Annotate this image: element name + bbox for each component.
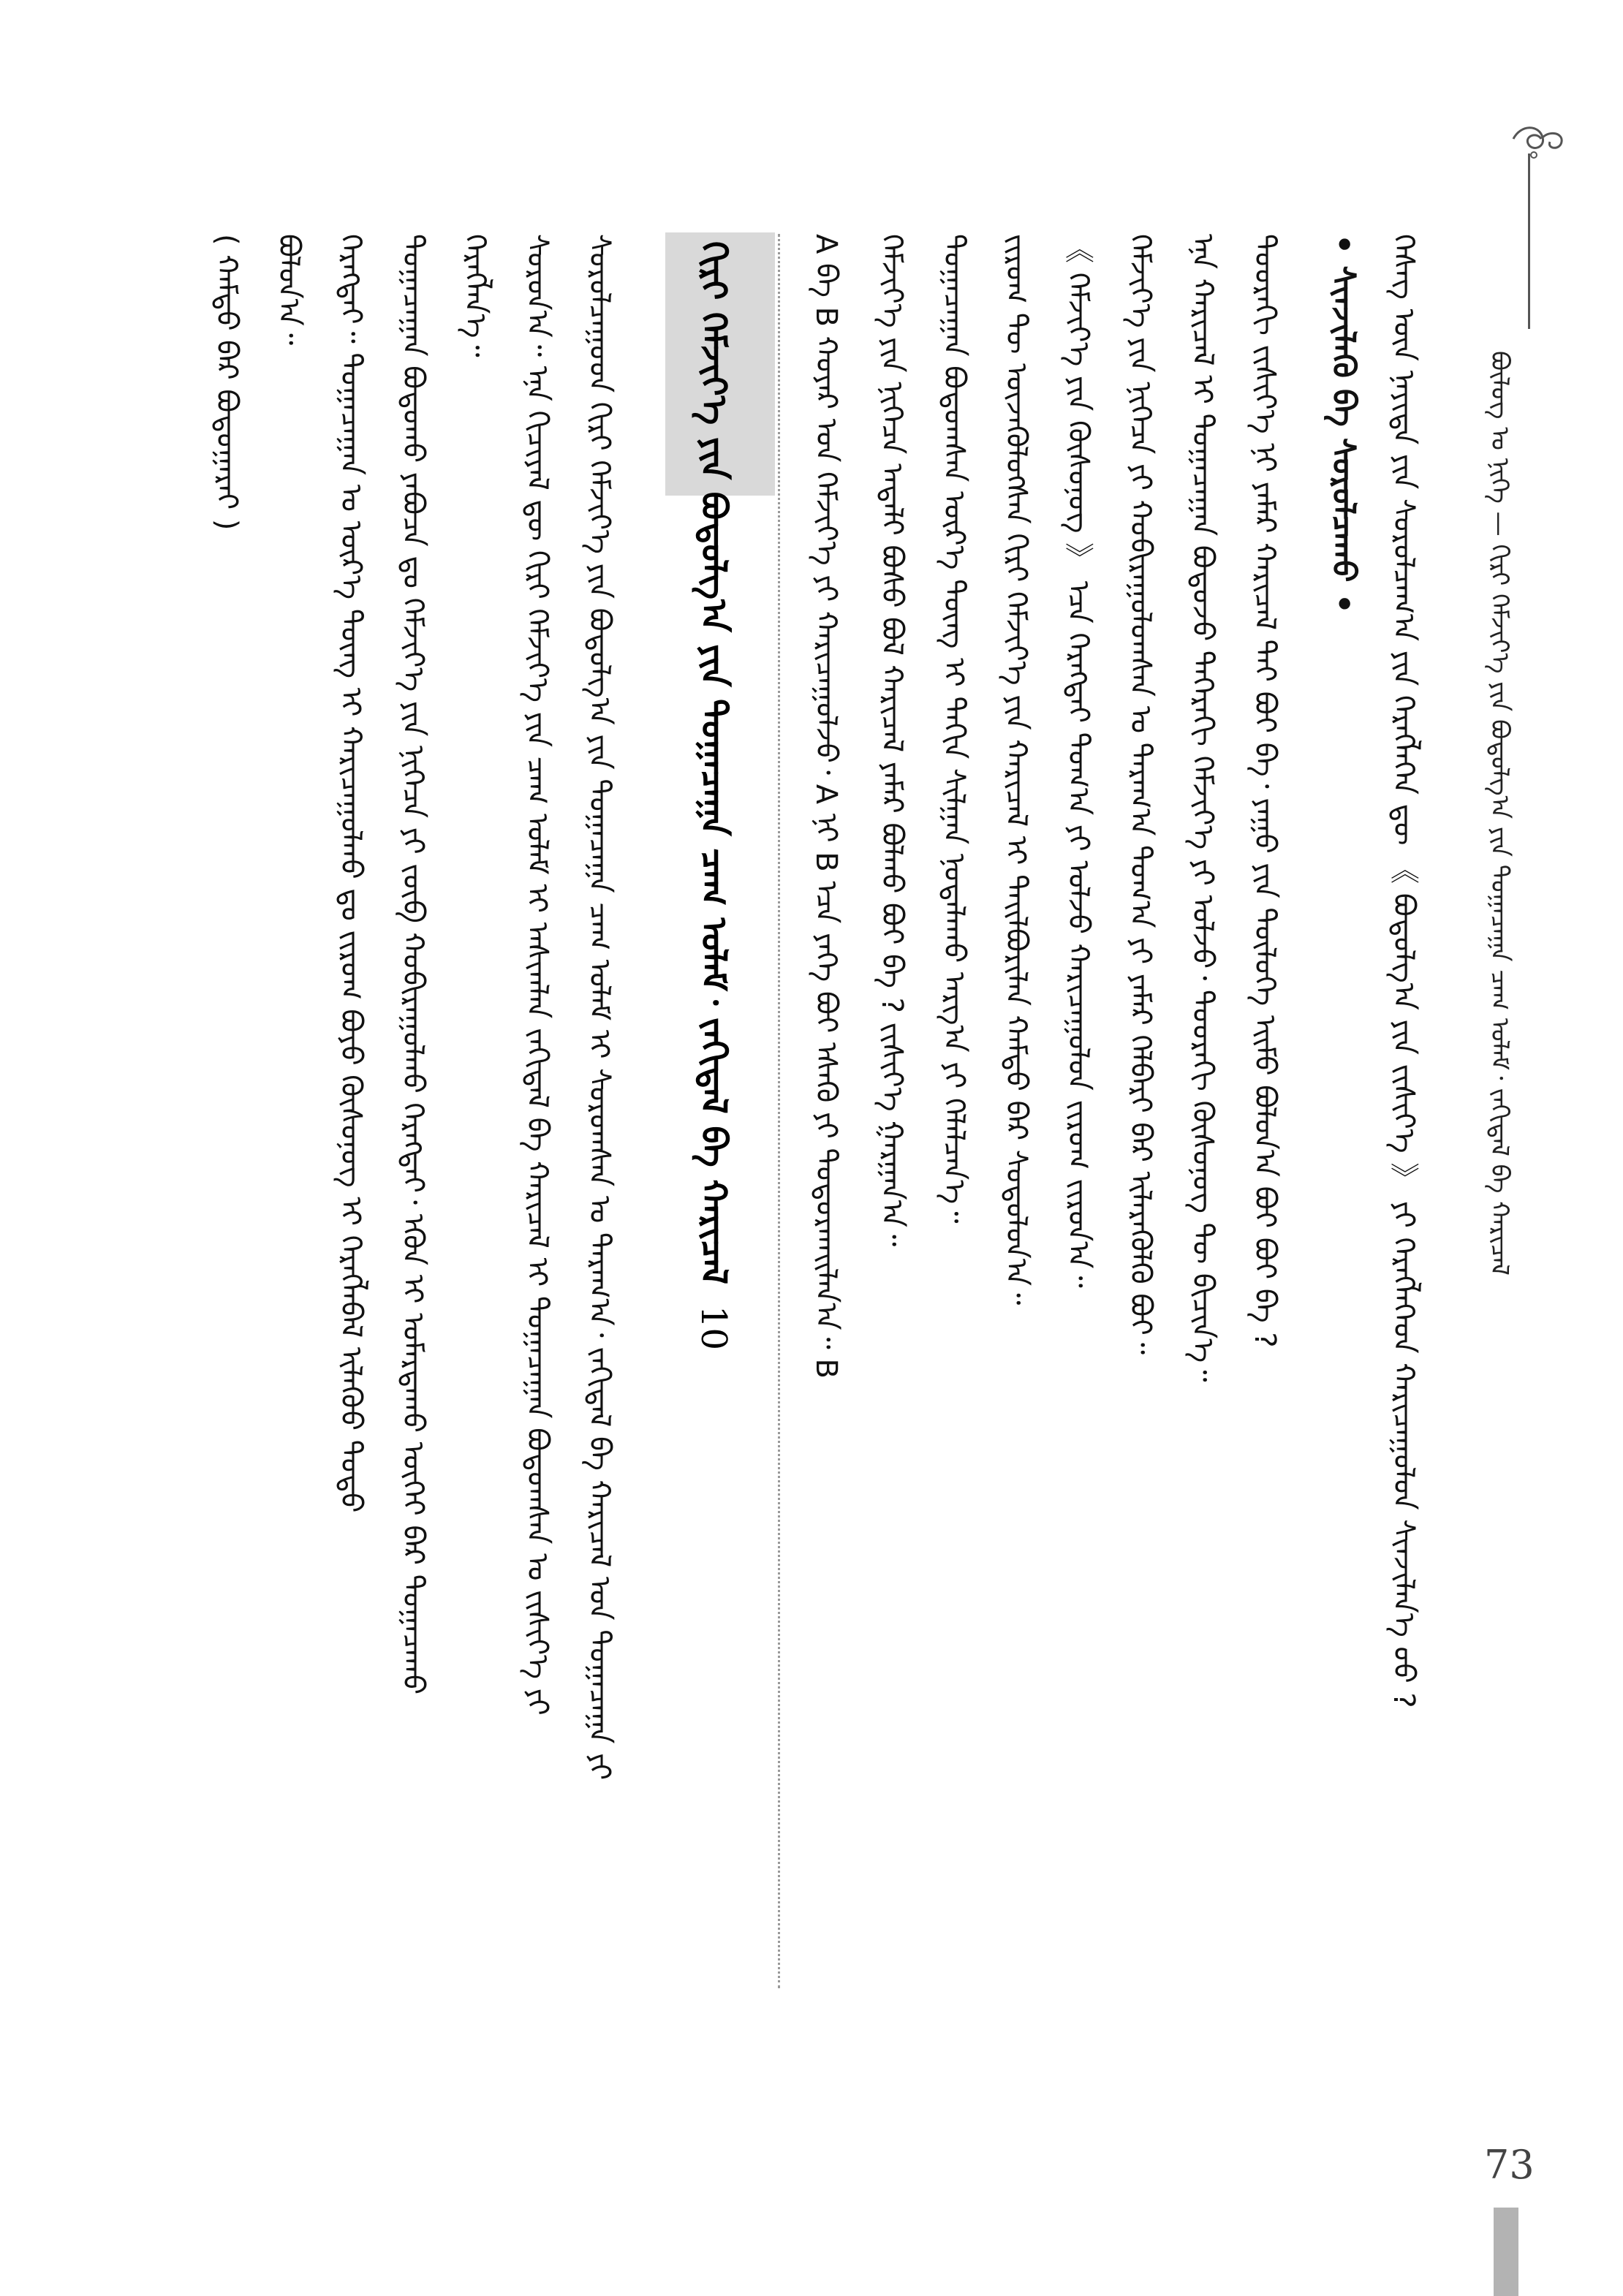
header-rule [1528,154,1530,329]
paragraph-note: ( ᠬᠠᠮᠲᠤ ᠪᠡᠷ ᠪᠣᠳᠤᠭᠠᠷᠠᠢ ) [210,234,243,531]
page-number: 73 [1484,2142,1535,2188]
question-line: ᠬᠡᠮᠵᠢᠶ᠎ᠡ ᠶᠢᠨ ᠨᠢᠭᠡᠴᠡ ᠶᠢ ᠬᠤᠪᠢᠷᠠᠭᠤᠯᠤᠭᠰᠠᠨ ᠤ ᠳᠠᠷᠠᠭ᠎ᠠ ᠲᠣᠭ᠎ᠠ ᠶᠢ ᠶᠠᠮᠠᠷ ᠬᠡᠯᠪᠡᠷᠢ ᠪᠡᠷ ᠢᠯᠡᠷᠡᠭᠦᠯᠬᠦ ᠪᠤᠢ᠃ [1124,234,1157,1355]
practice-subheading: • ᠰᠢᠨᠵᠢᠯᠡᠬᠦ ᠪᠠ ᠰᠤᠷᠤᠯᠴᠠᠬᠤ • [1325,234,1362,614]
question-line-a-b: A ᠪᠠ B ᠬᠣᠶᠠᠷ ᠤᠨ ᠬᠡᠮᠵᠢᠶ᠎ᠡ ᠶᠢ ᠬᠠᠷᠢᠴᠠᠭᠤᠯᠵᠤ᠂ A ᠨᠢ B ᠡᠴᠡ ᠶᠡᠬᠡ ᠪᠤᠢ ᠡᠰᠡᠬᠦ ᠶᠢ ᠲᠣᠳᠤᠷᠬᠠᠢᠯᠠᠨ᠎ᠠ᠃ B [809,234,843,1379]
section-dotted-rule [778,234,780,1988]
paragraph-line: ᠬᠡᠷᠡᠭᠲᠡᠢ᠃ ᠲᠣᠭᠠᠴᠠᠭᠠᠨ ᠤ ᠦᠷ᠎ᠡ ᠳᠦᠩ ᠢ ᠬᠠᠷᠢᠴᠠᠭᠤᠯᠬᠤ ᠳᠤ ᠵᠢᠷᠤᠭ ᠪᠤᠶᠤ ᠬᠦᠰᠦᠨᠦᠭ ᠢ ᠬᠡᠷᠡᠭᠯᠡᠪᠡᠯ ᠢᠯᠡᠭᠦᠦ ᠲᠣᠳᠤ [334,234,368,1513]
paragraph-line: ᠰᠤᠷᠤᠯᠴᠠᠭᠤᠳ ᠬᠢᠷᠢ ᠬᠡᠮᠵᠢᠶ᠎ᠡ ᠶᠢᠨ ᠪᠤᠳᠤᠯᠭ᠎ᠠ ᠶᠢᠨ ᠲᠣᠭᠠᠴᠠᠭᠠ ᠴᠠᠭ ᠤᠯᠠᠮ ᠢ ᠰᠤᠷᠤᠭᠰᠠᠨ ᠤ ᠳᠠᠷᠠᠭ᠎ᠠ᠂ ᠵᠠᠬᠢᠳᠠᠯ ᠪᠠ ᠬᠠᠷᠢᠴᠠᠯ ᠤᠨ ᠲᠣᠭᠠᠴᠠᠭᠠ ᠶᠢ [583,234,616,1781]
question-line: ᠲᠣᠭᠠᠴᠠᠭᠠᠨ ᠪᠤᠳᠤᠭᠰᠠᠨ ᠦᠷ᠎ᠡ ᠳᠦᠩ ᠢ ᠳᠠᠬᠢᠨ ᠰᠢᠯᠭᠠᠨ ᠨᠣᠲᠠᠯᠠᠬᠤ ᠠᠷᠭ᠎ᠠ ᠶᠢ ᠬᠡᠯᠡᠯᠴᠡᠨ᠎ᠡ᠃ [937,234,971,1224]
paragraph-line: ᠲᠣᠭᠠᠴᠠᠭᠠᠨ ᠪᠤᠳᠤᠬᠤ ᠶᠠᠪᠤᠴᠠ ᠳᠤ ᠬᠡᠮᠵᠢᠶ᠎ᠡ ᠶᠢᠨ ᠨᠢᠭᠡᠴᠡ ᠶᠢ ᠵᠥᠪ ᠬᠤᠪᠢᠷᠠᠭᠤᠯᠬᠤ ᠬᠡᠷᠡᠭᠲᠡᠢ᠂ ᠡᠭᠦᠨ ᠢ ᠤᠮᠠᠷᠲᠠᠬᠤ ᠦᠭᠡᠢ ᠪᠡᠷ ᠲᠣᠭᠠᠴᠠᠬᠤ [396,234,430,1695]
section-title-text: ᠬᠢᠷᠢ ᠬᠡᠮᠵᠢᠶ᠎ᠡ ᠶᠢᠨ ᠪᠤᠳᠤᠯᠭ᠎ᠠ ᠶᠢᠨ ᠲᠣᠭᠠᠴᠠᠭᠠ ᠴᠠᠭ ᠤᠯᠠᠮ᠂ ᠵᠠᠬᠢᠳᠠᠯ ᠪᠠ ᠬᠠᠷᠢᠴᠠᠯ [693,241,734,1284]
paragraph-line: ᠰᠤᠷᠤᠨ᠎ᠠ᠃ ᠡᠨᠡ ᠬᠢᠴᠢᠶᠡᠯ ᠳᠦ ᠬᠢᠷᠢ ᠬᠡᠮᠵᠢᠶ᠎ᠡ ᠶᠢᠨ ᠴᠠᠭ ᠤᠯᠠᠮ ᠢ ᠠᠰᠢᠭᠯᠠᠨ ᠵᠠᠬᠢᠳᠠᠯ ᠪᠠ ᠬᠠᠷᠢᠴᠠᠯ ᠢ ᠲᠣᠭᠠᠴᠠᠭᠠᠨ ᠪᠤᠳᠤᠭᠰᠠᠨ ᠤ ᠵᠢᠱᠢᠶ᠎ᠡ ᠶᠢ [521,234,554,1716]
question-line: ᠡᠨᠡ ᠬᠠᠷᠢᠴᠠᠯ ᠢ ᠲᠣᠭᠠᠴᠠᠭᠠᠨ ᠪᠤᠳᠤᠵᠤ ᠳᠡᠭᠡᠷᠡᠬᠢ ᠬᠡᠮᠵᠢᠶ᠎ᠡ ᠶᠢ ᠣᠯᠵᠤ᠂ ᠳᠣᠣᠷᠠᠬᠢ ᠬᠦᠰᠦᠨᠦᠭ ᠲᠦ ᠪᠢᠴᠢᠨ᠎ᠡ᠃ [1186,234,1219,1382]
question-line: ᠵᠢᠷᠤᠭ ᠲᠦ ᠦᠵᠡᠭᠦᠯᠦᠭᠰᠡᠨ ᠬᠢᠷᠢ ᠬᠡᠮᠵᠢᠶ᠎ᠡ ᠶᠢᠨ ᠬᠠᠷᠢᠴᠠᠯ ᠢ ᠲᠠᠢᠯᠪᠤᠷᠢᠯᠠᠨ ᠬᠠᠮᠲᠤ ᠪᠡᠷ ᠰᠤᠳᠤᠯᠤᠨ᠎ᠠ᠃ [999,234,1033,1306]
page-edge-tab [1494,2208,1518,2296]
section-title [691,241,752,1988]
question-line: ᠬᠡᠮᠵᠢᠶ᠎ᠡ ᠶᠢᠨ ᠨᠢᠭᠡᠴᠡ ᠠᠳᠠᠯᠢ ᠪᠤᠰᠤ ᠪᠣᠯ ᠬᠠᠷᠢᠴᠠᠯ ᠶᠠᠮᠠᠷ ᠪᠣᠯᠬᠤ ᠪᠤᠢ ᠪᠡ ? ᠵᠢᠱᠢᠶ᠎ᠡ ᠭᠠᠷᠭᠠᠨ᠎ᠠ᠃ [875,234,909,1247]
section-number: 10 [693,1305,734,1350]
paragraph-line: ᠬᠡᠷᠡᠭᠯᠡᠨ᠎ᠡ᠃ [458,234,492,357]
question-line: 《 ᠬᠡᠮᠵᠢᠶ᠎ᠡ ᠶᠢᠨ ᠬᠦᠰᠦᠨᠦᠭ 》 ᠡᠴᠡ ᠬᠡᠷᠡᠭᠲᠡᠢ ᠲᠣᠭ᠎ᠠ ᠶᠢ ᠣᠯᠵᠤ ᠬᠠᠷᠢᠴᠠᠭᠤᠯᠤᠨ ᠵᠢᠷᠤᠭ ᠵᠢᠷᠤᠨ᠎ᠠ᠃ [1062,234,1095,1288]
paragraph-line: ᠪᠣᠯᠤᠨ᠎ᠠ᠃ [272,234,306,346]
running-header-title: ᠪᠦᠯᠦᠭ ᠤ ᠨᠢᠭᠡ — ᠬᠢᠷᠢ ᠬᠡᠮᠵᠢᠶ᠎ᠡ ᠶᠢᠨ ᠪᠤᠳᠤᠯᠭ᠎ᠠ ᠶᠢᠨ ᠲᠣᠭᠠᠴᠠᠭᠠ ᠴᠠᠭ ᠤᠯᠠᠮ᠂ ᠵᠠᠬᠢᠳᠠᠯ ᠪᠠ ᠬᠠᠷᠢᠴᠠᠯ [1485,351,1514,1276]
question-line: ᠳᠣᠣᠷᠠᠬᠢ ᠵᠢᠱᠢᠶ᠎ᠡ ᠨᠢ ᠶᠠᠮᠠᠷ ᠬᠠᠷᠢᠴᠠᠯ ᠲᠠᠢ ᠪᠤᠢ ᠪᠡ᠂ ᠶᠠᠭᠤ ᠶᠢᠨ ᠲᠥᠯᠥᠭᠡ ᠡᠢᠮᠦ ᠪᠤᠯᠤᠨ᠎ᠠ ᠪᠤᠢ ᠪᠤᠢ ᠪᠡ ? [1248,234,1282,1348]
flourish-ornament-icon [1499,117,1572,161]
intro-text-line: ᠬᠡᠰᠡᠭ ᠦᠨ ᠨᠡᠶᠢᠲᠡ ᠶᠢᠨ ᠰᠤᠷᠤᠯᠴᠠᠭ᠎ᠠ ᠶᠢᠨ ᠬᠡᠷᠡᠭᠯᠡᠭᠡᠨ ᠳᠦ 《 ᠪᠤᠳᠤᠯᠭ᠎ᠠ ᠶᠢᠨ ᠵᠢᠱᠢᠶ᠎ᠡ 》 ᠶᠢ ᠬᠡᠷᠡᠭᠯᠡᠭᠡᠳ ᠬᠠᠷᠢᠴᠠᠭᠤᠯᠤᠨ ᠰᠢᠨᠵᠢᠯᠡᠨ᠎ᠡ ᠦᠦ ? [1387,234,1420,1708]
